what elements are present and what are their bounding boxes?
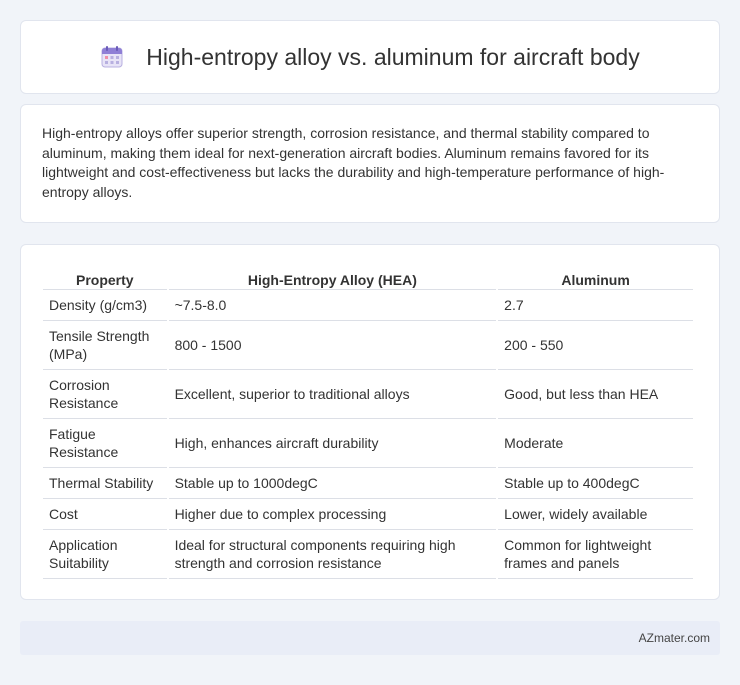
cell-aluminum: 200 - 550 xyxy=(498,321,693,370)
cell-hea: Excellent, superior to traditional alloys xyxy=(169,370,497,419)
cell-property: Fatigue Resistance xyxy=(43,419,167,468)
table-header-row xyxy=(43,265,693,290)
header-aluminum: Aluminum xyxy=(498,265,693,290)
cell-property: Thermal Stability xyxy=(43,468,167,499)
cell-hea: 800 - 1500 xyxy=(169,321,497,370)
title-text: High-entropy alloy vs. aluminum for aircraft body xyxy=(146,43,640,70)
cell-hea: High, enhances aircraft durability xyxy=(169,419,497,468)
header-hea: High-Entropy Alloy (HEA) xyxy=(169,265,497,290)
table-row xyxy=(43,419,693,468)
calendar-icon xyxy=(100,45,124,69)
footer-brand: AZmater.com xyxy=(638,631,710,645)
cell-aluminum: Lower, widely available xyxy=(498,499,693,530)
cell-property: Application Suitability xyxy=(43,530,167,579)
title-card xyxy=(20,20,720,94)
cell-aluminum: 2.7 xyxy=(498,290,693,321)
table-row xyxy=(43,321,693,370)
table-row xyxy=(43,499,693,530)
cell-aluminum: Moderate xyxy=(498,419,693,468)
page-title xyxy=(100,44,639,71)
cell-property: Tensile Strength (MPa) xyxy=(43,321,167,370)
header-property: Property xyxy=(43,265,167,290)
table-row xyxy=(43,290,693,321)
cell-property: Cost xyxy=(43,499,167,530)
cell-aluminum: Good, but less than HEA xyxy=(498,370,693,419)
cell-hea: ~7.5-8.0 xyxy=(169,290,497,321)
cell-hea: Higher due to complex processing xyxy=(169,499,497,530)
cell-hea: Ideal for structural components requiring high strength and corrosion resistance xyxy=(169,530,497,579)
summary-text: High-entropy alloys offer superior strength, corrosion resistance, and thermal stability compared to aluminum, making them ideal for next-generation aircraft bodies. Aluminum remains favored for its lightweight and cost-effectiveness but lacks the durability and high-temperature performance of high-entropy alloys. xyxy=(42,125,665,200)
cell-property: Corrosion Resistance xyxy=(43,370,167,419)
summary-card xyxy=(20,104,720,223)
table-row xyxy=(43,530,693,579)
table-row xyxy=(43,370,693,419)
cell-aluminum: Stable up to 400degC xyxy=(498,468,693,499)
comparison-table-card xyxy=(20,244,720,600)
comparison-table xyxy=(41,265,695,579)
cell-hea: Stable up to 1000degC xyxy=(169,468,497,499)
table-row xyxy=(43,468,693,499)
cell-property: Density (g/cm3) xyxy=(43,290,167,321)
footer-bar xyxy=(20,621,720,655)
cell-aluminum: Common for lightweight frames and panels xyxy=(498,530,693,579)
